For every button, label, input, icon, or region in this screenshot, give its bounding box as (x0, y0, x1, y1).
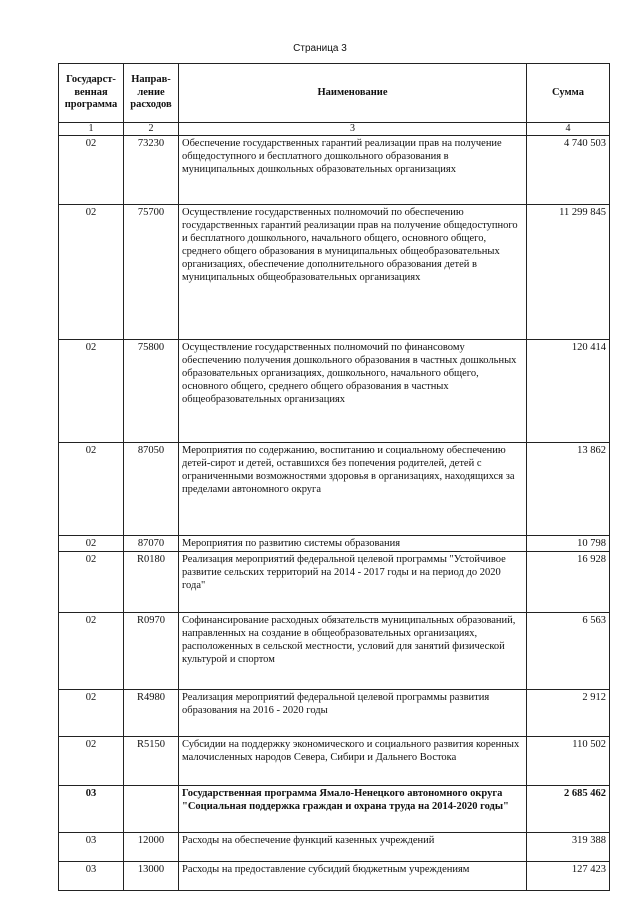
expenditure-table (58, 63, 610, 891)
cell-sum: 127 423 (527, 862, 610, 891)
table-row (59, 340, 610, 443)
cell-name: Реализация мероприятий федеральной целевой программы развития образования на 2016 - 2020 годы (179, 690, 527, 737)
cell-sum: 16 928 (527, 552, 610, 613)
cell-program: 02 (59, 552, 124, 613)
cell-direction: 13000 (124, 862, 179, 891)
table-row (59, 862, 610, 891)
table-row (59, 136, 610, 205)
cell-sum: 2 685 462 (527, 786, 610, 833)
cell-sum: 110 502 (527, 737, 610, 786)
cell-name: Расходы на предоставление субсидий бюджетным учреждениям (179, 862, 527, 891)
cell-name: Государственная программа Ямало-Ненецкого автономного округа "Социальная поддержка граждан и охрана труда на 2014-2020 годы" (179, 786, 527, 833)
cell-program: 02 (59, 536, 124, 552)
header-program: Государст-венная программа (59, 64, 124, 123)
cell-sum: 11 299 845 (527, 205, 610, 340)
cell-name: Реализация мероприятий федеральной целевой программы "Устойчивое развитие сельских территорий на 2014 - 2017 годы и на период до 2020 года" (179, 552, 527, 613)
cell-program: 02 (59, 136, 124, 205)
cell-name: Обеспечение государственных гарантий реализации прав на получение общедоступного и бесплатного дошкольного образования в муниципальных дошкольных образовательных организациях (179, 136, 527, 205)
cell-program: 02 (59, 737, 124, 786)
cell-direction (124, 786, 179, 833)
table-row (59, 205, 610, 340)
cell-name: Осуществление государственных полномочий по обеспечению государственных гарантий реализации прав на получение общедоступного и бесплатного дошкольного, начального общего, основного общего, среднего общего образования в муниципальных общеобразовательных организациях, обеспечение дополнительного образования детей в муниципальных общеобразовательных организациях (179, 205, 527, 340)
table-row (59, 737, 610, 786)
cell-direction: R5150 (124, 737, 179, 786)
table-body (59, 136, 610, 891)
table-row (59, 690, 610, 737)
header-direction: Направ-ление расходов (124, 64, 179, 123)
cell-sum: 2 912 (527, 690, 610, 737)
cell-program: 03 (59, 862, 124, 891)
cell-program: 02 (59, 690, 124, 737)
cell-direction: R0180 (124, 552, 179, 613)
cell-sum: 4 740 503 (527, 136, 610, 205)
table-row (59, 786, 610, 833)
cell-direction: 73230 (124, 136, 179, 205)
cell-program: 03 (59, 833, 124, 862)
cell-direction: 12000 (124, 833, 179, 862)
cell-name: Софинансирование расходных обязательств муниципальных образований, направленных на создание в общеобразовательных организациях, расположенных в сельской местности, условий для занятий физической культурой и спортом (179, 613, 527, 690)
cell-sum: 13 862 (527, 443, 610, 536)
table-row (59, 443, 610, 536)
table-row (59, 552, 610, 613)
cell-name: Субсидии на поддержку экономического и социального развития коренных малочисленных народов Севера, Сибири и Дальнего Востока (179, 737, 527, 786)
cell-name: Расходы на обеспечение функций казенных учреждений (179, 833, 527, 862)
cell-program: 03 (59, 786, 124, 833)
table-header-row (59, 64, 610, 123)
cell-program: 02 (59, 340, 124, 443)
page-number: Страница 3 (293, 43, 347, 54)
table-row (59, 536, 610, 552)
col-number: 4 (527, 123, 610, 136)
cell-direction: 87050 (124, 443, 179, 536)
cell-program: 02 (59, 205, 124, 340)
table-row (59, 833, 610, 862)
cell-program: 02 (59, 613, 124, 690)
cell-sum: 10 798 (527, 536, 610, 552)
header-sum: Сумма (527, 64, 610, 123)
column-number-row (59, 123, 610, 136)
cell-sum: 319 388 (527, 833, 610, 862)
col-number: 2 (124, 123, 179, 136)
cell-name: Осуществление государственных полномочий по финансовому обеспечению получения дошкольного образования в частных дошкольных образовательных организациях, дошкольного, начального общего, основного общего, среднего общего образования в частных общеобразовательных организациях (179, 340, 527, 443)
cell-direction: 87070 (124, 536, 179, 552)
cell-program: 02 (59, 443, 124, 536)
table-row (59, 613, 610, 690)
cell-direction: 75800 (124, 340, 179, 443)
cell-direction: R0970 (124, 613, 179, 690)
cell-sum: 6 563 (527, 613, 610, 690)
cell-direction: 75700 (124, 205, 179, 340)
cell-name: Мероприятия по развитию системы образования (179, 536, 527, 552)
col-number: 1 (59, 123, 124, 136)
cell-name: Мероприятия по содержанию, воспитанию и социальному обеспечению детей-сирот и детей, оставшихся без попечения родителей, детей с ограниченными возможностями здоровья в организациях, находящихся за пределами автономного округа (179, 443, 527, 536)
col-number: 3 (179, 123, 527, 136)
cell-sum: 120 414 (527, 340, 610, 443)
cell-direction: R4980 (124, 690, 179, 737)
header-name: Наименование (179, 64, 527, 123)
